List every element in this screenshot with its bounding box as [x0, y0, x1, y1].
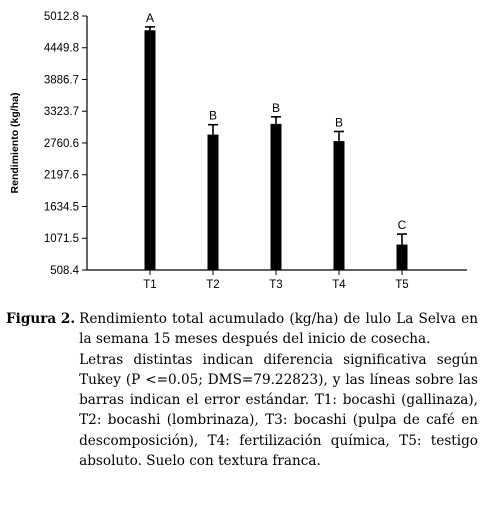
bar	[145, 30, 156, 270]
y-axis-label: Rendimiento (kg/ha)	[8, 92, 21, 194]
caption-paragraph-2: Letras distintas indican diferencia significativa según Tukey (P <=0.05; DMS=79.22823), y las líneas sobre las barras indican el error estándar. T1: bocashi (gallinaza), T2: bocashi (lombrinaza), T3: bocashi (pulpa de café en descomposición), T4: fertilización química, T5: testigo absoluto. Suelo con textura franca.	[79, 351, 478, 470]
y-tick-label: 2197.6	[43, 169, 79, 182]
y-axis-ticks	[44, 11, 87, 277]
y-tick-label: 508.4	[50, 265, 79, 277]
x-tick-label: T3	[269, 279, 283, 291]
figure-caption	[6, 309, 478, 471]
x-tick-label: T1	[143, 279, 157, 291]
x-axis-ticks	[143, 270, 408, 291]
caption-body	[79, 309, 478, 471]
y-tick-label: 1071.5	[43, 233, 79, 246]
y-tick-label: 3323.7	[43, 106, 79, 119]
bar	[208, 135, 219, 270]
x-tick-label: T5	[395, 279, 409, 291]
significance-letter: A	[145, 10, 155, 25]
bar	[397, 245, 408, 270]
y-tick-label: 2760.6	[43, 138, 79, 150]
bar	[334, 141, 345, 270]
significance-letter: C	[397, 218, 407, 233]
significance-letter: B	[334, 115, 344, 130]
y-tick-label: 3886.7	[43, 74, 79, 87]
caption-paragraph-1: Rendimiento total acumulado (kg/ha) de lulo La Selva en la semana 15 meses después del inicio de cosecha.	[79, 311, 478, 348]
caption-label: Figura 2.	[6, 311, 76, 327]
y-tick-label: 1634.5	[43, 201, 79, 214]
bar	[271, 124, 282, 270]
y-tick-label: 5012.8	[43, 11, 79, 23]
bars	[145, 11, 408, 270]
y-tick-label: 4449.8	[43, 42, 79, 55]
x-tick-label: T4	[332, 279, 346, 291]
x-tick-label: T2	[206, 279, 220, 291]
significance-letter: B	[271, 100, 281, 115]
significance-letter: B	[208, 108, 218, 123]
